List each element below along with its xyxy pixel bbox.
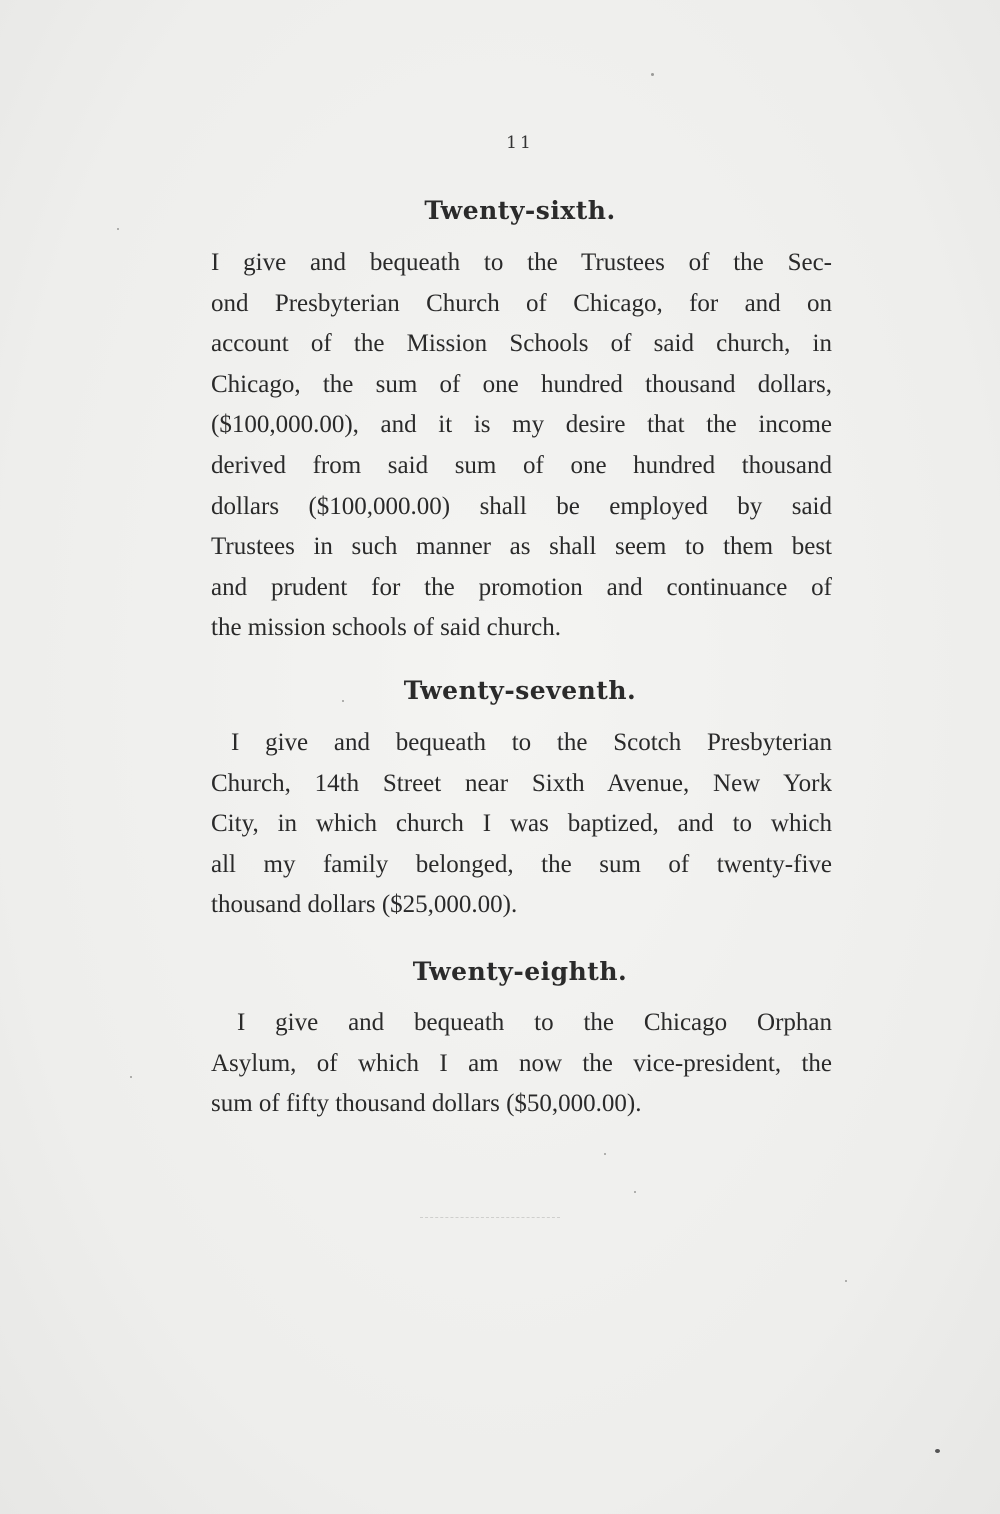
paper-speck xyxy=(935,1449,940,1453)
text-line: I give and bequeath to the Chicago Orphan xyxy=(237,1009,832,1036)
section-heading-twenty-seventh: Twenty-seventh. xyxy=(403,676,637,705)
paper-speck xyxy=(117,228,119,230)
section-body-twenty-eighth xyxy=(211,1003,832,1125)
paper-speck xyxy=(130,1076,132,1078)
faint-divider xyxy=(420,1217,560,1218)
text-line: ($100,000.00), and it is my desire that the income xyxy=(211,411,832,439)
text-line: Chicago, the sum of one hundred thousand dollars, xyxy=(211,370,832,398)
text-line: and prudent for the promotion and continuance of xyxy=(211,573,832,601)
text-line: dollars ($100,000.00) shall be employed by said xyxy=(211,492,832,520)
section-body-twenty-sixth xyxy=(211,243,832,649)
text-line: Trustees in such manner as shall seem to them best xyxy=(211,533,832,561)
text-line: I give and bequeath to the Scotch Presbyterian xyxy=(231,729,832,756)
section-heading-twenty-eighth: Twenty-eighth. xyxy=(412,957,628,986)
text-line: I give and bequeath to the Trustees of the Sec- xyxy=(211,249,832,276)
text-line: all my family belonged, the sum of twenty-five xyxy=(211,850,832,878)
text-line: the mission schools of said church. xyxy=(211,614,561,642)
page-number: 11 xyxy=(506,133,534,153)
paper-speck xyxy=(342,700,344,702)
text-line: ond Presbyterian Church of Chicago, for and on xyxy=(211,289,832,317)
text-line: Church, 14th Street near Sixth Avenue, New York xyxy=(211,769,832,797)
text-line: thousand dollars ($25,000.00). xyxy=(211,891,518,919)
paper-speck xyxy=(845,1280,847,1282)
text-line: sum of fifty thousand dollars ($50,000.00). xyxy=(211,1090,642,1118)
paper-speck xyxy=(651,73,654,76)
paper-speck xyxy=(604,1153,606,1155)
text-line: derived from said sum of one hundred thousand xyxy=(211,451,832,479)
text-line: account of the Mission Schools of said church, in xyxy=(211,330,832,358)
text-line: Asylum, of which I am now the vice-president, the xyxy=(211,1049,832,1077)
section-body-twenty-seventh xyxy=(211,723,832,926)
paper-speck xyxy=(634,1191,636,1193)
text-line: City, in which church I was baptized, and to which xyxy=(211,810,832,838)
section-heading-twenty-sixth: Twenty-sixth. xyxy=(424,196,616,225)
